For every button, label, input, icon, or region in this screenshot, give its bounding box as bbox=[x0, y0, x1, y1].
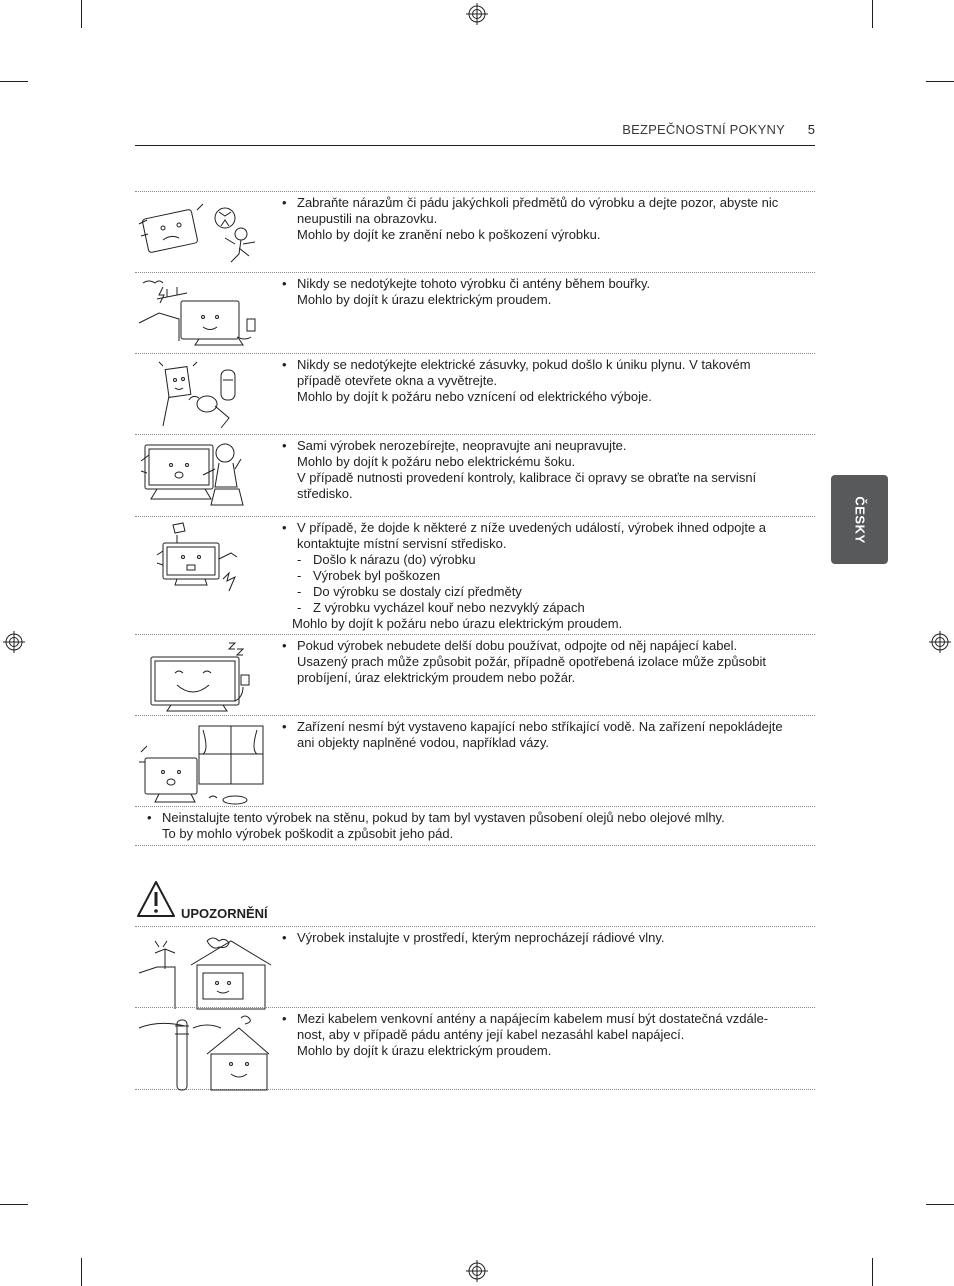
page-number: 5 bbox=[807, 122, 815, 137]
safety-row bbox=[135, 353, 815, 434]
registration-mark-icon bbox=[3, 631, 25, 653]
safety-row bbox=[135, 434, 815, 516]
disassembly-illustration bbox=[137, 441, 267, 511]
text-line: • Výrobek instalujte v prostředí, kterým neprocházejí rádiové vlny. bbox=[297, 930, 665, 945]
caution-label: UPOZORNĚNÍ bbox=[181, 906, 268, 921]
caution-row bbox=[135, 926, 815, 1007]
text-line: • Sami výrobek nerozebírejte, neopravujte ani neupravujte. bbox=[297, 438, 627, 453]
row-text bbox=[282, 638, 805, 686]
safety-row bbox=[135, 715, 815, 809]
text-line: případě otevřete okna a vyvětrejte. bbox=[297, 373, 498, 388]
text-line: středisko. bbox=[297, 486, 353, 501]
crop-mark bbox=[0, 1204, 28, 1205]
language-tab bbox=[831, 475, 888, 564]
bullet-item bbox=[282, 195, 805, 243]
caution-heading bbox=[135, 880, 335, 924]
tv-storm-illustration bbox=[137, 279, 267, 349]
registration-mark-icon bbox=[466, 1260, 488, 1282]
row-text bbox=[282, 438, 805, 502]
text-line: • Zařízení nesmí být vystaveno kapající nebo stříkající vodě. Na zařízení nepokládejte bbox=[297, 719, 783, 734]
antenna-cable-illustration bbox=[137, 1014, 267, 1090]
text-line: neupustili na obrazovku. bbox=[297, 211, 438, 226]
registration-mark-icon bbox=[466, 3, 488, 25]
tv-unplug-illustration bbox=[137, 641, 267, 711]
gas-leak-illustration bbox=[137, 360, 267, 430]
tv-damage-illustration bbox=[137, 523, 267, 593]
safety-row bbox=[135, 191, 815, 272]
bullet-item bbox=[282, 638, 805, 686]
radio-waves-illustration bbox=[137, 933, 267, 1009]
text-line: • Nikdy se nedotýkejte tohoto výrobku či antény během bouřky. bbox=[297, 276, 651, 291]
row-text bbox=[282, 195, 805, 243]
text-line: • Nikdy se nedotýkejte elektrické zásuvky, pokud došlo k úniku plynu. V takovém bbox=[297, 357, 751, 372]
page-header bbox=[135, 120, 815, 146]
row-text bbox=[282, 357, 805, 405]
water-splash-illustration bbox=[137, 722, 267, 806]
registration-mark-icon bbox=[929, 631, 951, 653]
caution-row bbox=[135, 1007, 815, 1090]
crop-mark bbox=[872, 0, 873, 28]
crop-mark bbox=[872, 1258, 873, 1286]
bullet-item bbox=[147, 810, 725, 842]
bullet-item bbox=[282, 719, 805, 751]
warning-triangle-icon bbox=[136, 880, 176, 918]
bullet-item bbox=[282, 520, 805, 632]
safety-row bbox=[135, 634, 815, 715]
row-text bbox=[282, 930, 805, 946]
dash-item: - Výrobek byl poškozen bbox=[297, 568, 805, 584]
text-line: Mohlo by dojít k úrazu elektrickým proudem. bbox=[297, 1043, 552, 1058]
bullet-item bbox=[282, 438, 805, 502]
bullet-item bbox=[282, 930, 805, 946]
text-line: • V případě, že dojde k některé z níže uvedených událostí, výrobek ihned odpojte a bbox=[297, 520, 767, 535]
text-line: Usazený prach může způsobit požár, případně opotřebená izolace může způsobit bbox=[297, 654, 767, 669]
text-line: probíjení, úraz elektrickým proudem nebo požár. bbox=[297, 670, 576, 685]
crop-mark bbox=[81, 0, 82, 28]
text-line: • Mezi kabelem venkovní antény a napájecím kabelem musí být dostatečná vzdále- bbox=[297, 1011, 769, 1026]
safety-row-full bbox=[135, 806, 815, 846]
dash-item: - Došlo k nárazu (do) výrobku bbox=[297, 552, 805, 568]
safety-row bbox=[135, 272, 815, 353]
text-line: nost, aby v případě pádu antény její kabel nezasáhl kabel napájecí. bbox=[297, 1027, 685, 1042]
text-line: ani objekty naplněné vodou, například vázy. bbox=[297, 735, 549, 750]
bullet-item bbox=[282, 1011, 805, 1059]
crop-mark bbox=[81, 1258, 82, 1286]
safety-row bbox=[135, 516, 815, 634]
tv-impact-illustration bbox=[137, 198, 267, 268]
row-text bbox=[282, 520, 805, 632]
text-line: • Pokud výrobek nebudete delší dobu používat, odpojte od něj napájecí kabel. bbox=[297, 638, 738, 653]
row-text bbox=[282, 719, 805, 751]
bullet-item bbox=[282, 357, 805, 405]
text-line: Mohlo by dojít ke zranění nebo k poškození výrobku. bbox=[297, 227, 601, 242]
text-line: Mohlo by dojít k požáru nebo úrazu elektrickým proudem. bbox=[292, 616, 623, 631]
text-line: Mohlo by dojít k úrazu elektrickým proudem. bbox=[297, 292, 552, 307]
text-line: • Zabraňte nárazům či pádu jakýchkoli předmětů do výrobku a dejte pozor, abyste nic bbox=[297, 195, 779, 210]
text-line: • Neinstalujte tento výrobek na stěnu, pokud by tam byl vystaven působení olejů nebo olejové mlhy. bbox=[162, 810, 725, 825]
crop-mark bbox=[926, 81, 954, 82]
caution-list bbox=[135, 926, 815, 1090]
language-tab-label: ČESKY bbox=[852, 495, 867, 544]
dash-item: - Z výrobku vycházel kouř nebo nezvyklý zápach bbox=[297, 600, 805, 616]
text-line: Mohlo by dojít k požáru nebo vznícení od elektrického výboje. bbox=[297, 389, 652, 404]
section-title: BEZPEČNOSTNÍ POKYNY bbox=[622, 122, 785, 137]
dash-item: - Do výrobku se dostaly cizí předměty bbox=[297, 584, 805, 600]
bullet-item bbox=[282, 276, 805, 308]
text-line: Mohlo by dojít k požáru nebo elektrickému šoku. bbox=[297, 454, 576, 469]
row-text bbox=[282, 1011, 805, 1059]
crop-mark bbox=[0, 81, 28, 82]
text-line: kontaktujte místní servisní středisko. bbox=[297, 536, 507, 551]
crop-mark bbox=[926, 1204, 954, 1205]
text-line: V případě nutnosti provedení kontroly, kalibrace či opravy se obraťte na servisní bbox=[297, 470, 757, 485]
safety-list bbox=[135, 191, 815, 809]
row-text bbox=[282, 276, 805, 308]
text-line: To by mohlo výrobek poškodit a způsobit jeho pád. bbox=[162, 826, 454, 841]
